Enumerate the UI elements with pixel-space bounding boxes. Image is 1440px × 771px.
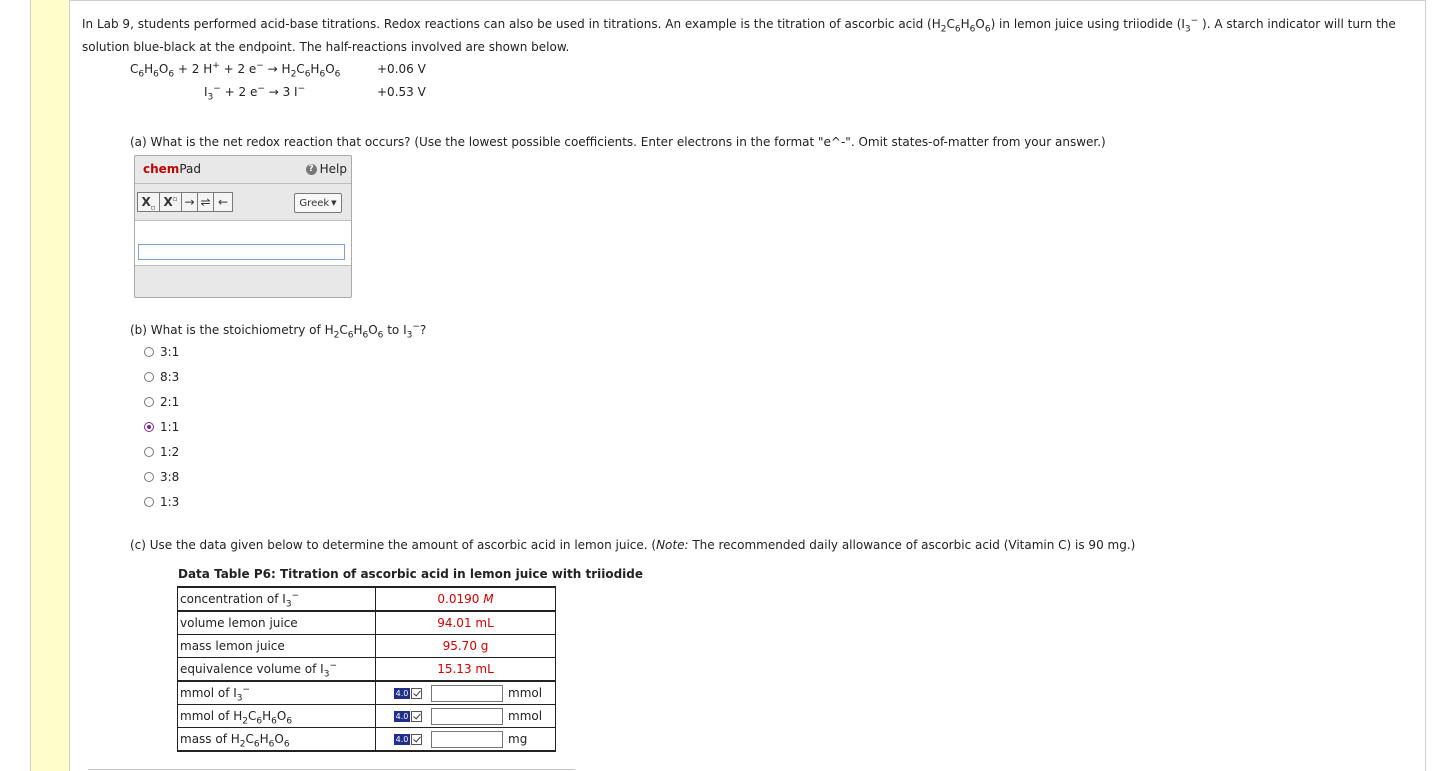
radio-button[interactable] [144,372,154,382]
row-label: concentration of $I_3^-$ [178,587,376,611]
half-reaction-2-potential: +0.53 V [377,85,426,99]
half-reaction-1-potential: +0.06 V [377,62,426,76]
checkmark-icon [411,711,422,722]
subscript-button[interactable]: $X_▫$ [137,192,160,212]
answer-cell [376,728,556,752]
unit-label: mg [508,732,528,746]
question-a: (a) What is the net redox reaction that occurs? (Use the lowest possible coefficients. Enter electrons in the format "e^-". Omit states-of-matter from your answer.) [130,135,1106,149]
checkmark-icon [411,734,422,745]
intro-text: In Lab 9, students performed acid-base titrations. Redox reactions can also be used in titrations. An example is the titration of ascorbic acid $(H_2C_6H_6O_6)$ in lemon juice using triiodide ($I_3^-$ ). A starch indicator will turn the solution blue-black at the endpoint. The half-reactions involved are shown below. [82,16,1396,54]
help-icon: ? [306,164,317,175]
question-b: (b) What is the stoichiometry of $H_2C_6H_6O_6$ to $I_3^-$? [130,322,427,341]
radio-button[interactable] [144,497,154,507]
mmol-i3-input[interactable] [431,685,503,702]
option-3-8[interactable] [144,470,179,484]
row-label: mass of $H_2C_6H_6O_6$ [178,728,376,752]
frame-right [1425,0,1426,771]
question-c: (c) Use the data given below to determine the amount of ascorbic acid in lemon juice. (Note: The recommended daily allowance of ascorbic acid (Vitamin C) is 90 mg.) [130,538,1136,552]
left-strip [30,0,70,771]
table-row [178,587,556,611]
radio-button-selected[interactable] [144,422,154,432]
row-value: 15.13 mL [376,658,556,682]
chempad [134,155,352,298]
answer-cell [376,681,556,705]
row-label: volume lemon juice [178,611,376,635]
row-value: 0.0190 M [376,587,556,611]
points-badge: 4.0 [395,734,409,744]
table-row [178,635,556,658]
chempad-divider [135,265,351,266]
option-label: 8:3 [160,370,180,384]
table-row [178,611,556,635]
arrow-right-icon: → [184,195,195,209]
greek-label: Greek [299,197,330,209]
unit-label: mmol [508,709,543,723]
superscript-button[interactable]: X▫ [159,192,182,212]
option-label: 3:8 [160,470,180,484]
mass-ascorbic-input[interactable] [431,731,503,748]
option-3-1[interactable] [144,345,179,359]
checkmark-icon [411,688,422,699]
option-label: 2:1 [160,395,180,409]
option-label: 1:2 [160,445,180,459]
radio-button[interactable] [144,347,154,357]
data-table [177,586,556,752]
chevron-down-icon: ▼ [331,199,337,207]
equilibrium-arrow-icon: ⇌ [200,195,211,209]
chempad-divider [135,183,351,184]
answer-cell [376,705,556,728]
arrow-left-button[interactable] [213,192,233,212]
option-label: 1:1 [160,420,180,434]
chempad-toolbar [137,192,232,212]
bottom-divider [88,769,575,770]
half-reaction-1: $C_6H_6O_6 + 2$ H+ + 2 $e^- \to H_2C_6H_6O_6$ [130,61,341,80]
arrow-right-button[interactable] [181,192,198,212]
option-1-2[interactable] [144,445,179,459]
chempad-editor [135,221,351,265]
row-label: equivalence volume of $I_3^-$ [178,658,376,682]
equilibrium-button[interactable] [197,192,214,212]
frame-top [30,0,1426,1]
unit-label: mmol [508,686,543,700]
row-label: mass lemon juice [178,635,376,658]
table-row [178,658,556,682]
radio-button[interactable] [144,397,154,407]
option-8-3[interactable] [144,370,179,384]
points-badge: 4.0 [395,711,409,721]
row-label: mmol of $H_2C_6H_6O_6$ [178,705,376,728]
table-title: Data Table P6: Titration of ascorbic acid in lemon juice with triiodide [178,567,644,581]
option-1-3[interactable] [144,495,179,509]
help-label: Help [319,162,347,176]
half-reaction-2: $I_3^- + 2$ e− → 3 I− [204,84,306,103]
radio-button[interactable] [144,447,154,457]
row-label: mmol of $I_3^-$ [178,681,376,705]
radio-button[interactable] [144,472,154,482]
row-value: 94.01 mL [376,611,556,635]
row-value: 95.70 g [376,635,556,658]
chempad-title: chemPad [143,162,201,176]
greek-dropdown[interactable] [294,193,342,213]
table-row [178,705,556,728]
mmol-ascorbic-input[interactable] [431,708,503,725]
option-1-1[interactable] [144,420,179,434]
option-2-1[interactable] [144,395,179,409]
table-row [178,681,556,705]
table-row [178,728,556,752]
arrow-left-icon: ← [217,195,229,209]
option-label: 3:1 [160,345,180,359]
net-reaction-input[interactable] [138,244,345,260]
option-label: 1:3 [160,495,180,509]
points-badge: 4.0 [395,688,409,698]
help-button[interactable] [306,162,347,176]
